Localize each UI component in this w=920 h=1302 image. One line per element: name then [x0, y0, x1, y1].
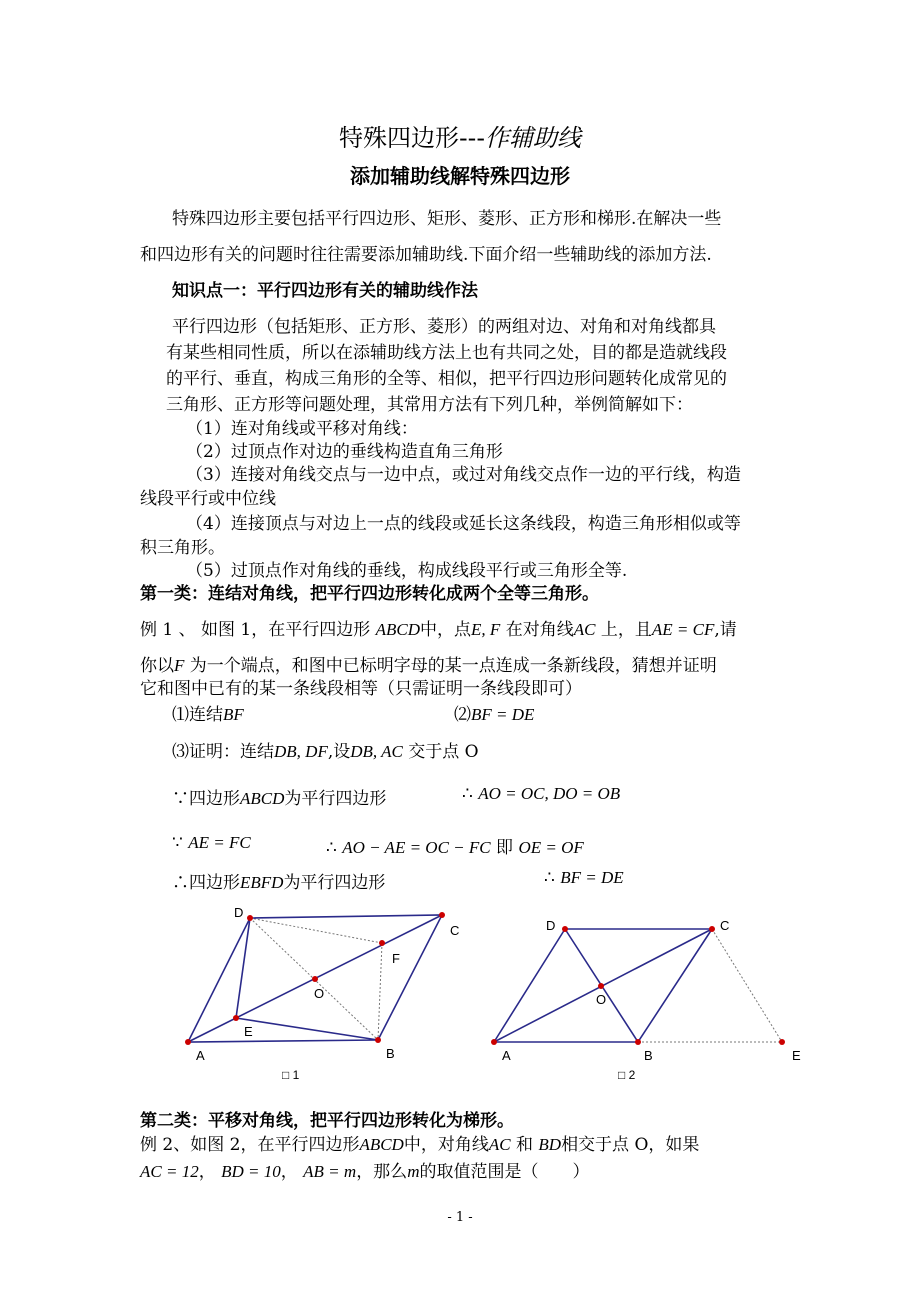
method-2: （2）过顶点作对边的垂线构造直角三角形	[186, 442, 503, 462]
line-CE	[712, 929, 782, 1042]
label-A: A	[196, 1048, 205, 1063]
label-B: B	[386, 1046, 395, 1061]
label-D: D	[234, 905, 244, 920]
example1-line-3: 它和图中已有的某一条线段相等（只需证明一条线段即可）	[140, 679, 582, 699]
point-B	[375, 1037, 381, 1043]
class1-heading: 第一类：连结对角线，把平行四边形转化成两个全等三角形。	[140, 584, 599, 604]
solution-6b: ∴ BF = DE	[544, 868, 624, 888]
body-line-3: 的平行、垂直，构成三角形的全等、相似，把平行四边形问题转化成常见的	[166, 369, 727, 389]
example2-line-1: 例 2、如图 2，在平行四边形ABCD中，对角线AC 和 BD相交于点 O，如果	[140, 1135, 700, 1155]
label-A: A	[502, 1048, 511, 1063]
point-E	[779, 1039, 785, 1045]
example1-line-1: 例 1 、 如图 1，在平行四边形 ABCD中，点E, F 在对角线AC 上，且AE = CF,请	[140, 620, 737, 640]
page-subtitle: 添加辅助线解特殊四边形	[350, 164, 570, 188]
figure-1-points	[185, 912, 445, 1045]
figure-2-points	[491, 926, 785, 1045]
method-4-cont: 积三角形。	[140, 538, 225, 558]
line-DF	[250, 918, 382, 943]
method-3: （3）连接对角线交点与一边中点，或过对角线交点作一边的平行线，构造	[186, 465, 741, 485]
example2-line-2: AC = 12， BD = 10， AB = m，那么m的取值范围是（ ）	[140, 1162, 590, 1182]
label-E: E	[792, 1048, 801, 1063]
label-C: C	[720, 918, 730, 933]
intro-line-2: 和四边形有关的问题时往往需要添加辅助线.下面介绍一些辅助线的添加方法.	[140, 245, 712, 265]
solution-4b: ∴ AO = OC, DO = OB	[462, 784, 621, 804]
solution-5a: ∵ AE = FC	[172, 833, 251, 853]
label-O: O	[314, 986, 325, 1001]
label-O: O	[596, 992, 607, 1007]
label-D: D	[546, 918, 556, 933]
body-line-1: 平行四边形（包括矩形、正方形、菱形）的两组对边、对角和对角线都具	[172, 317, 716, 337]
figure-2-dotted-lines	[638, 929, 782, 1042]
knowledge-heading: 知识点一：平行四边形有关的辅助线作法	[172, 281, 478, 301]
method-5: （5）过顶点作对角线的垂线，构成线段平行或三角形全等.	[186, 561, 628, 581]
solution-2: ⑵BF = DE	[454, 705, 535, 725]
point-F	[379, 940, 385, 946]
point-E	[233, 1015, 239, 1021]
body-line-2: 有某些相同性质，所以在添辅助线方法上也有共同之处，目的都是造就线段	[166, 343, 727, 363]
intro-line-1: 特殊四边形主要包括平行四边形、矩形、菱形、正方形和梯形.在解决一些	[172, 209, 722, 229]
method-3-cont: 线段平行或中位线	[140, 489, 276, 509]
point-O	[312, 976, 318, 982]
method-1: （1）连对角线或平移对角线：	[186, 419, 418, 439]
line-EB	[236, 1018, 378, 1040]
point-C	[709, 926, 715, 932]
body-line-4: 三角形、正方形等问题处理，其常用方法有下列几种，举例简解如下：	[166, 395, 693, 415]
point-B	[635, 1039, 641, 1045]
figure-2	[480, 900, 810, 1090]
point-C	[439, 912, 445, 918]
solution-6a: ∴四边形EBFD为平行四边形	[172, 873, 386, 893]
figure-2-caption: □ 2	[618, 1068, 636, 1082]
title-emphasis: 作辅助线	[484, 124, 581, 152]
point-D	[247, 915, 253, 921]
point-A	[185, 1039, 191, 1045]
example1-line-2: 你以F 为一个端点，和图中已标明字母的某一点连成一条新线段，猜想并证明	[140, 656, 717, 676]
method-4: （4）连接顶点与对边上一点的线段或延长这条线段，构造三角形相似或等	[186, 514, 741, 534]
figure-1	[170, 900, 480, 1090]
solution-4a: ∵四边形ABCD为平行四边形	[172, 789, 387, 809]
label-C: C	[450, 923, 460, 938]
label-F: F	[392, 951, 400, 966]
line-FB	[378, 943, 382, 1040]
solution-3: ⑶证明：连结DB, DF,设DB, AC 交于点 O	[172, 742, 479, 762]
point-O	[598, 983, 604, 989]
page-title	[0, 118, 920, 153]
class2-heading: 第二类：平移对角线，把平行四边形转化为梯形。	[140, 1111, 514, 1131]
label-B: B	[644, 1048, 653, 1063]
label-E: E	[244, 1024, 253, 1039]
page-number: - 1 -	[447, 1210, 473, 1225]
solution-5b: ∴ AO − AE = OC − FC 即 OE = OF	[326, 838, 584, 858]
title-main: 特殊四边形---	[339, 124, 485, 152]
figure-1-caption: □ 1	[282, 1068, 300, 1082]
point-A	[491, 1039, 497, 1045]
point-D	[562, 926, 568, 932]
solution-1: ⑴连结BF	[172, 705, 244, 725]
